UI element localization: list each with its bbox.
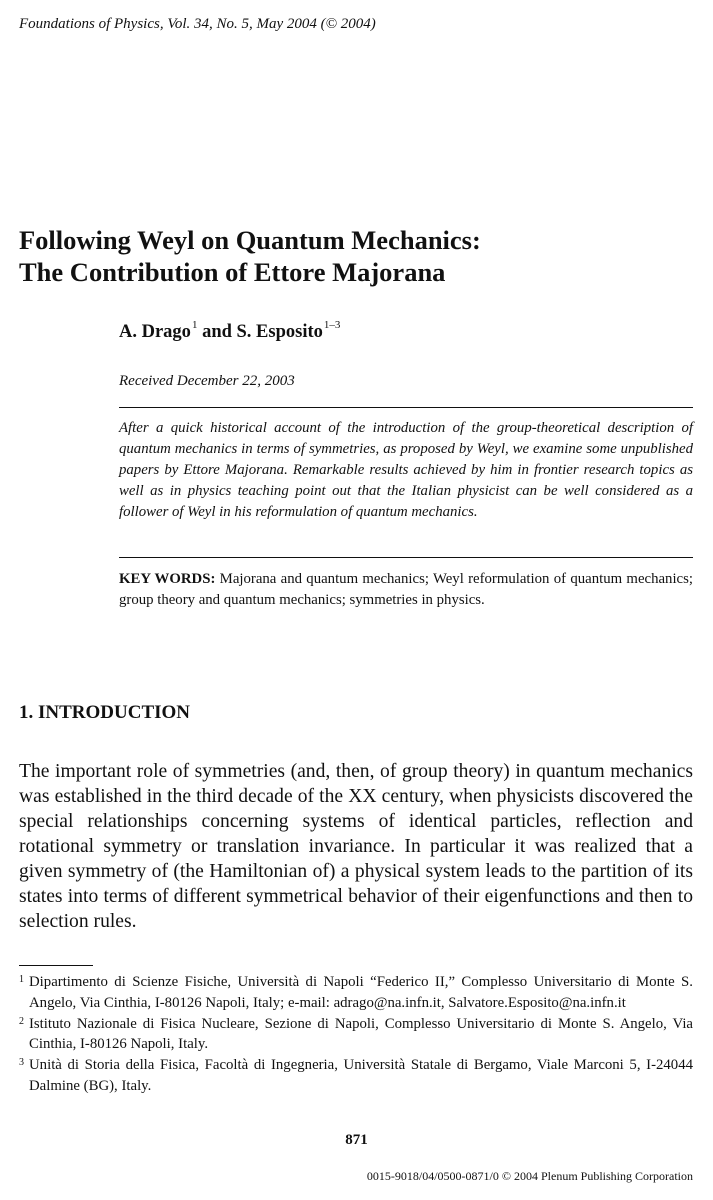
page-number: 871 xyxy=(345,1132,368,1148)
footnote-2-text: Istituto Nazionale di Fisica Nucleare, Sezione di Napoli, Complesso Universitario di Monte S. Angelo, Via Cinthia, I-80126 Napoli, Italy. xyxy=(29,1015,693,1053)
abstract: After a quick historical account of the introduction of the group-theoretical description of quantum mechanics in terms of symmetries, as proposed by Weyl, we examine some unpublished papers by Ettore Majorana. Remarkable results achieved by him in frontier research topics as well as in physics teaching point out that the Italian physicist can be well considered as a follower of Weyl in his reformulation of quantum mechanics. xyxy=(119,420,693,520)
author-connector: and xyxy=(197,322,237,342)
abstract-top-rule xyxy=(119,407,693,408)
introduction-paragraph: The important role of symmetries (and, then, of group theory) in quantum mechanics was established in the third decade of the XX century, when physicists discovered the special relationships concerning systems of identical particles, reflection and rotational symmetry or translation invariance. In particular it was realized that a given symmetry of (the Hamiltonian of) a physical system leads to the partition of its states into terms of different symmetrical behavior of their eigenfunctions and then to selection rules. xyxy=(19,761,693,932)
author-drago: A. Drago xyxy=(119,322,191,342)
footnote-1-mark: 1 xyxy=(19,974,24,985)
author-drago-affiliation-mark: 1 xyxy=(191,319,198,331)
footnote-1-text: Dipartimento di Scienze Fisiche, Università di Napoli “Federico II,” Complesso Universitario di Monte S. Angelo, Via Cinthia, I-80126 Napoli, Italy; e-mail: adrago@na.infn.it, Salvatore.Esposito@na.infn.it xyxy=(29,974,693,1011)
paper-title xyxy=(19,224,481,288)
author-list xyxy=(119,319,341,343)
author-esposito: S. Esposito xyxy=(236,322,323,342)
footnotes xyxy=(19,972,693,1097)
footnote-3-mark: 3 xyxy=(19,1057,24,1069)
author-esposito-affiliation-mark: 1–3 xyxy=(323,319,341,331)
keywords xyxy=(119,569,693,611)
footnote-2-mark: 2 xyxy=(19,1015,24,1027)
title-line-2: The Contribution of Ettore Majorana xyxy=(19,257,446,287)
footnote-3-text: Unità di Storia della Fisica, Facoltà di Ingegneria, Università Statale di Bergamo, Viale Marconi 5, I-24044 Dalmine (BG), Italy. xyxy=(29,1057,693,1094)
footnote-3 xyxy=(19,1055,693,1097)
title-line-1: Following Weyl on Quantum Mechanics: xyxy=(19,225,481,255)
copyright-line: 0015-9018/04/0500-0871/0 © 2004 Plenum Publishing Corporation xyxy=(366,1169,693,1183)
running-head: Foundations of Physics, Vol. 34, No. 5, May 2004 (© 2004) xyxy=(19,16,376,32)
abstract-bottom-rule xyxy=(119,557,693,558)
received-date: Received December 22, 2003 xyxy=(119,373,295,389)
section-heading-introduction: 1. INTRODUCTION xyxy=(19,702,191,723)
keywords-label: KEY WORDS: xyxy=(119,571,216,587)
footnote-separator xyxy=(19,965,93,966)
keywords-text: Majorana and quantum mechanics; Weyl reformulation of quantum mechanics; group theory and quantum mechanics; symmetries in physics. xyxy=(119,571,693,608)
footnote-1 xyxy=(19,972,693,1014)
footnote-2 xyxy=(19,1014,693,1056)
